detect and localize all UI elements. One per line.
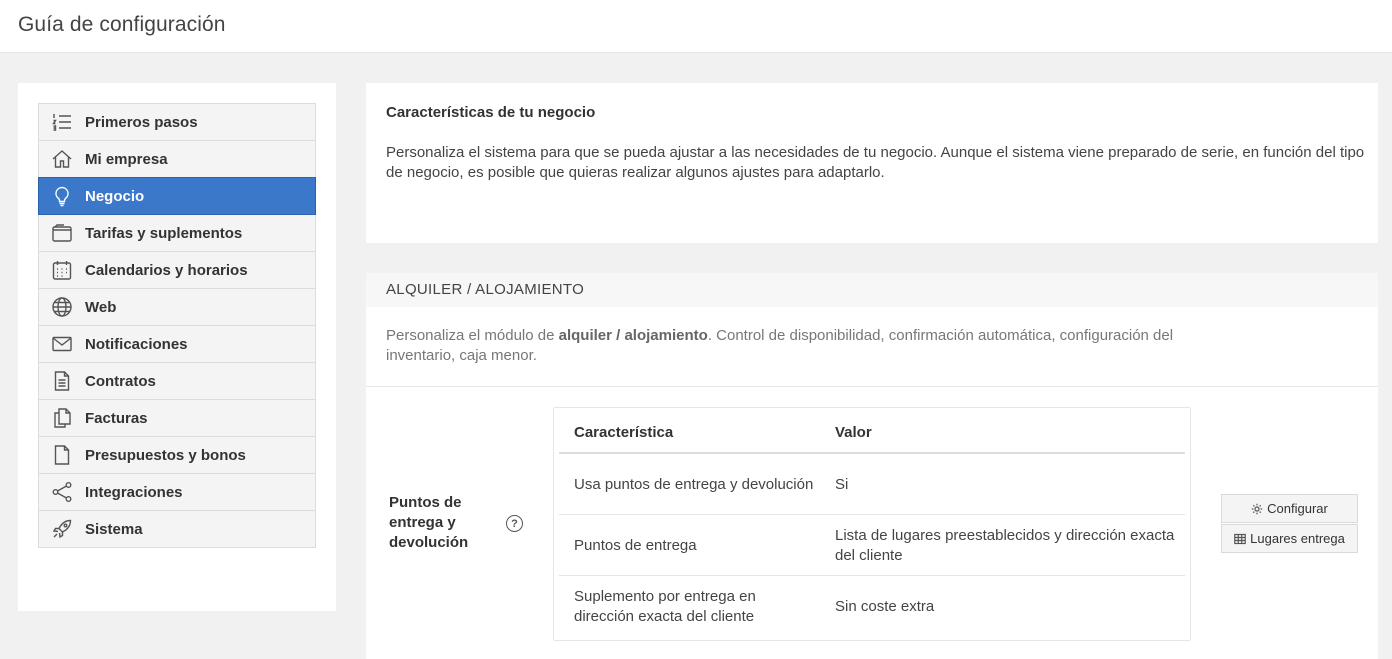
sidebar-item-mi-empresa[interactable]: [38, 140, 316, 178]
sidebar-item-primeros-pasos[interactable]: [38, 103, 316, 141]
table-cell-feature: Puntos de entrega: [574, 536, 697, 554]
sidebar-item-label: Mi empresa: [85, 150, 168, 168]
intro-title: Características de tu negocio: [386, 104, 596, 121]
wallet-icon: [39, 215, 85, 251]
delivery-places-button-label: Lugares entrega: [1250, 531, 1345, 546]
sidebar: [18, 83, 336, 611]
sidebar-item-label: Tarifas y suplementos: [85, 224, 243, 242]
globe-icon: [39, 289, 85, 325]
column-header-value: Valor: [835, 424, 872, 441]
top-bar: [0, 0, 1392, 53]
intro-text: Personaliza el sistema para que se pueda ajustar a las necesidades de tu negocio. Aunque el sistema viene preparado de serie, en función del tipo de negocio, es posible que quieras realizar algunos ajustes para adaptarlo.: [386, 144, 1365, 181]
sidebar-item-contratos[interactable]: [38, 362, 316, 400]
table-grid-icon: [1234, 533, 1246, 545]
copy-documents-icon: [39, 400, 85, 436]
rocket-icon: [39, 511, 85, 547]
numbered-list-icon: [39, 104, 85, 140]
help-icon[interactable]: ?: [506, 515, 523, 532]
sidebar-item-label: Facturas: [85, 409, 148, 427]
sidebar-item-label: Integraciones: [85, 483, 183, 501]
section-header: [366, 273, 1378, 307]
sidebar-item-tarifas[interactable]: [38, 214, 316, 252]
sidebar-item-calendarios[interactable]: [38, 251, 316, 289]
sidebar-item-sistema[interactable]: [38, 510, 316, 548]
table-cell-feature: Usa puntos de entrega y devolución: [574, 475, 814, 493]
feature-label: Puntos de entrega y devolución: [389, 494, 469, 551]
table-row: [559, 454, 1185, 515]
feature-table: [553, 407, 1191, 641]
sidebar-item-presupuestos[interactable]: [38, 436, 316, 474]
column-header-feature: Característica: [574, 424, 674, 441]
table-cell-value: Sin coste extra: [835, 597, 935, 615]
table-cell-value: Si: [835, 475, 849, 493]
sidebar-item-label: Negocio: [85, 187, 145, 205]
sidebar-item-label: Primeros pasos: [85, 113, 198, 131]
document-lines-icon: [39, 363, 85, 399]
sidebar-item-label: Sistema: [85, 520, 143, 538]
gear-icon: [1251, 503, 1263, 515]
configure-button[interactable]: [1221, 494, 1358, 523]
sidebar-item-integraciones[interactable]: [38, 473, 316, 511]
configure-button-label: Configurar: [1267, 501, 1328, 516]
sidebar-item-label: Presupuestos y bonos: [85, 446, 246, 464]
calendar-icon: [39, 252, 85, 288]
sidebar-item-label: Calendarios y horarios: [85, 261, 248, 279]
envelope-icon: [39, 326, 85, 362]
section-description: [386, 326, 1206, 366]
blank-document-icon: [39, 437, 85, 473]
sidebar-item-notificaciones[interactable]: [38, 325, 316, 363]
lightbulb-icon: [39, 178, 85, 214]
page-title: Guía de configuración: [18, 13, 226, 36]
table-header: [559, 408, 1185, 454]
section-description-bold: alquiler / alojamiento: [558, 327, 708, 344]
sidebar-item-negocio[interactable]: [38, 177, 316, 215]
share-nodes-icon: [39, 474, 85, 510]
sidebar-menu: [38, 103, 316, 548]
sidebar-item-label: Web: [85, 298, 117, 316]
sidebar-item-label: Notificaciones: [85, 335, 188, 353]
sidebar-item-label: Contratos: [85, 372, 156, 390]
section-heading: ALQUILER / ALOJAMIENTO: [386, 281, 585, 298]
section-description-suffix: . Control de disponibilidad, confirmación automática, configuración del inventario, caja menor.: [386, 327, 1174, 364]
delivery-places-button[interactable]: [1221, 524, 1358, 553]
sidebar-item-web[interactable]: [38, 288, 316, 326]
table-cell-value: Lista de lugares preestablecidos y dirección exacta del cliente: [835, 526, 1175, 564]
table-row: [559, 576, 1185, 637]
section-description-prefix: Personaliza el módulo de: [386, 327, 559, 344]
divider: [366, 386, 1378, 387]
table-cell-feature: Suplemento por entrega en dirección exacta del cliente: [574, 587, 756, 625]
intro-panel: [366, 83, 1378, 243]
sidebar-item-facturas[interactable]: [38, 399, 316, 437]
rental-section-panel: [366, 273, 1378, 659]
home-icon: [39, 141, 85, 177]
table-row: [559, 515, 1185, 576]
